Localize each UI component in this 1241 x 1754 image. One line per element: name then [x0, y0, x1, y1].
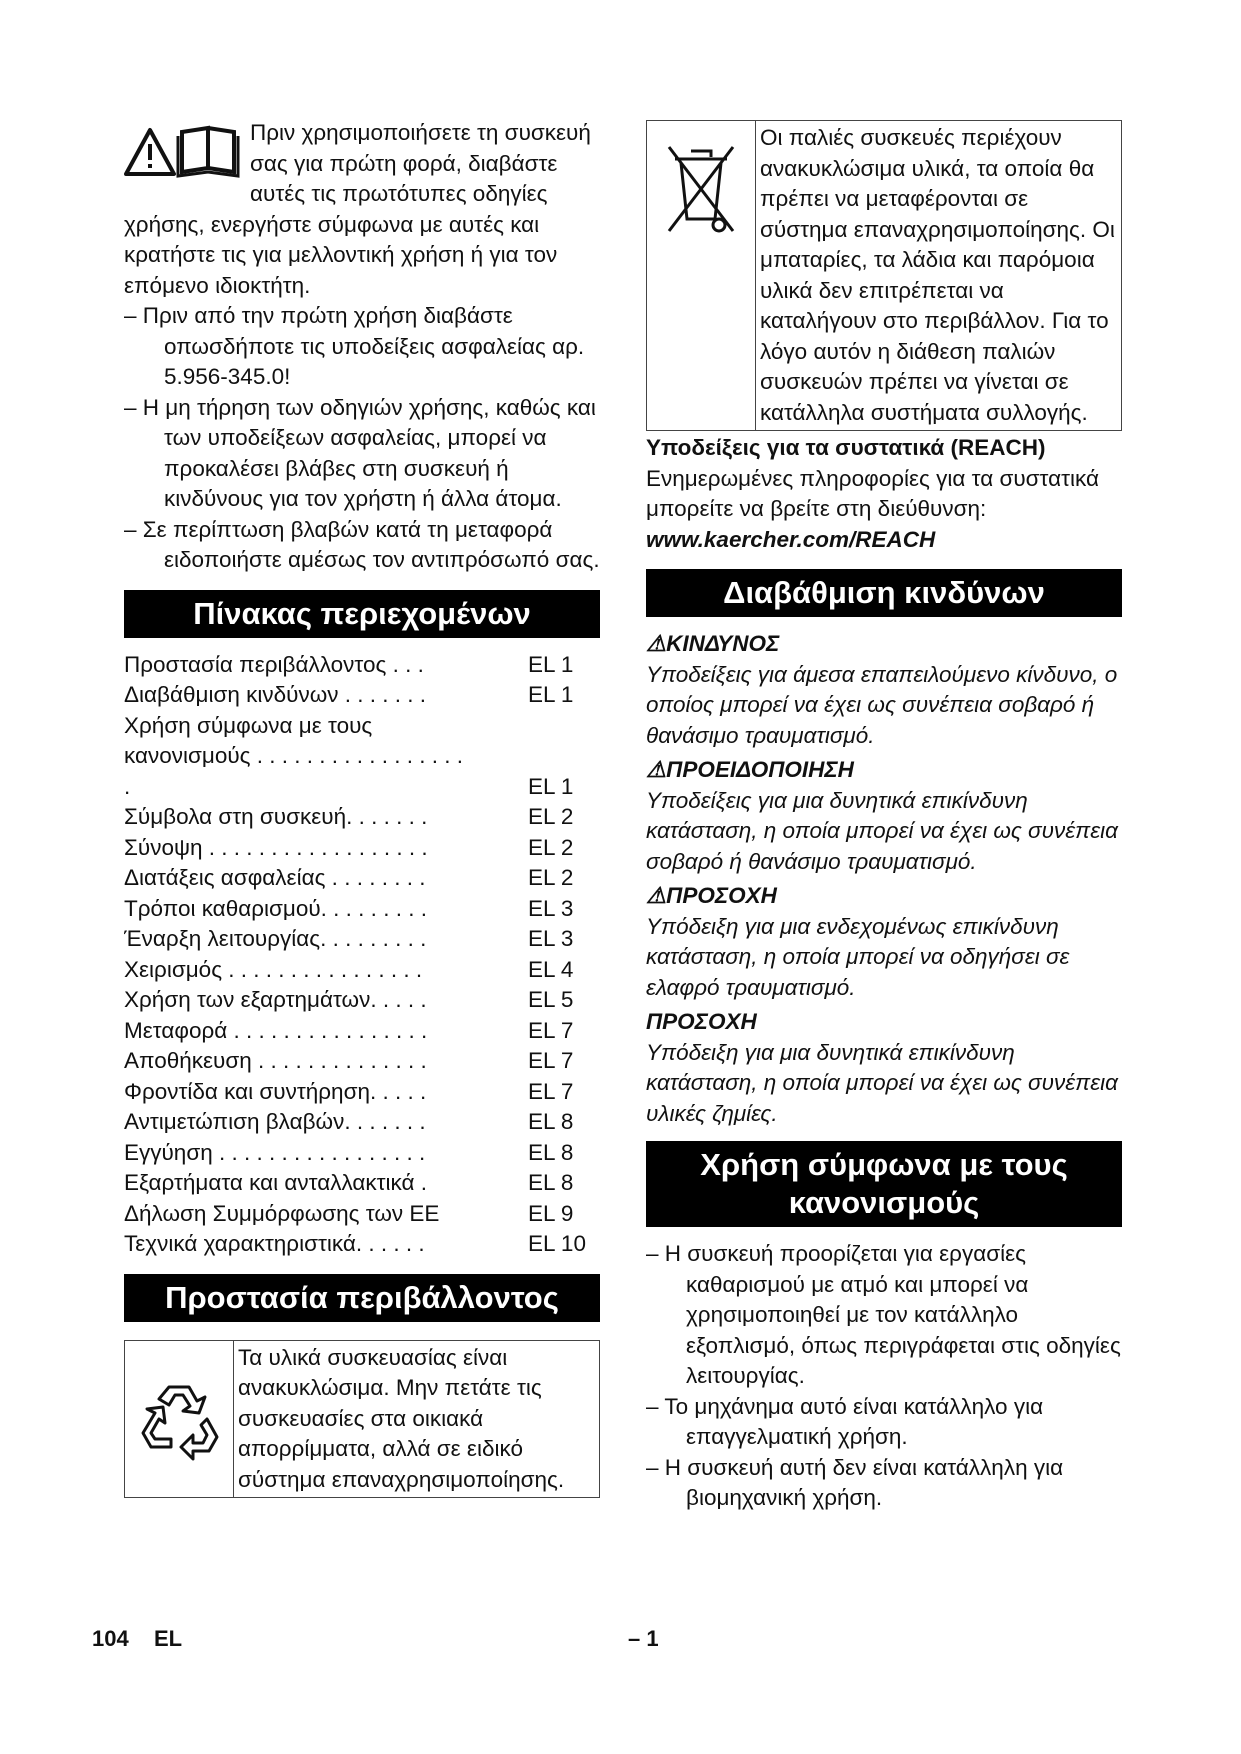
toc-item[interactable]: Εγγύηση . . . . . . . . . . . . . . . . . EL 8 [124, 1139, 574, 1165]
left-column [124, 118, 600, 1498]
disposal-box [646, 120, 1122, 431]
warning-book-icon [124, 118, 240, 180]
usage-bullet: – Το μηχάνημα αυτό είναι κατάλληλο για επαγγελματική χρήση. [646, 1393, 1044, 1449]
hazard-text: Υπόδειξη για μια δυνητικά επικίνδυνη κατάσταση, η οποία μπορεί να έχει ως συνέπεια υλικές ζημίες. [646, 1039, 1118, 1126]
bin-icon-cell [647, 121, 756, 430]
toc-item[interactable]: Χειρισμός . . . . . . . . . . . . . . . . EL 4 [124, 956, 574, 982]
toc-item[interactable]: Αντιμετώπιση βλαβών. . . . . . . EL 8 [124, 1109, 574, 1134]
warning-icon: ⚠ [646, 631, 667, 656]
toc-item[interactable]: Χρήση σύμφωνα με τους κανονισμούς . . . . . . . . . . . . . . . . . . EL 1 [124, 712, 574, 799]
reach-title: Υποδείξεις για τα συστατικά (REACH) [646, 435, 1046, 460]
hazard-levels [646, 629, 1122, 1129]
warning-triangle-icon [126, 130, 174, 174]
page-number: 104 [92, 1626, 129, 1651]
toc-item[interactable]: Προστασία περιβάλλοντος . . . EL 1 [124, 651, 574, 677]
toc-item[interactable]: Δήλωση Συμμόρφωσης των ΕΕ EL 9 [124, 1200, 574, 1226]
intro-text: Πριν χρησιμοποιήσετε τη συσκευή σας για πρώτη φορά, διαβάστε αυτές τις πρωτότυπες οδηγίες χρήσης, ενεργήστε σύμφωνα με αυτές και κρατήστε τις για μελλοντική χρήση ή για τον επόμενο ιδιοκτήτη. [124, 120, 591, 298]
hazard-label-notice: ΠΡΟΣΟΧΗ [646, 1009, 757, 1034]
toc-heading: Πίνακας περιεχομένων [124, 590, 600, 638]
intro-bullet: – Σε περίπτωση βλαβών κατά τη μεταφορά ειδοποιήστε αμέσως τον αντιπρόσωπό σας. [124, 516, 600, 572]
toc-item[interactable]: Χρήση των εξαρτημάτων. . . . . EL 5 [124, 987, 574, 1012]
usage-heading: Χρήση σύμφωνα με τους κανονισμούς [646, 1141, 1122, 1227]
reach-text: Ενημερωμένες πληροφορίες για τα συστατικά μπορείτε να βρείτε στη διεύθυνση: [646, 465, 1099, 521]
hazard-label-danger: ⚠ΚΙΝΔΥΝΟΣ [646, 631, 780, 656]
warning-icon: ⚠ [646, 757, 667, 782]
toc-item[interactable]: Μεταφορά . . . . . . . . . . . . . . . . EL 7 [124, 1017, 574, 1043]
toc-item[interactable]: Διαβάθμιση κινδύνων . . . . . . . EL 1 [124, 682, 574, 707]
toc-item[interactable]: Έναρξη λειτουργίας. . . . . . . . . EL 3 [124, 926, 574, 951]
toc-item[interactable]: Αποθήκευση . . . . . . . . . . . . . . EL 7 [124, 1048, 574, 1073]
intro-bullet: – Η μη τήρηση των οδηγιών χρήσης, καθώς και των υποδείξεων ασφαλείας, μπορεί να προκαλέσει βλάβες στη συσκευή ή κινδύνους για τον χρήστη ή άλλα άτομα. [124, 394, 596, 511]
table-of-contents [124, 650, 600, 1260]
toc-item[interactable]: Σύνοψη . . . . . . . . . . . . . . . . . . EL 2 [124, 834, 574, 860]
recycle-icon [133, 1373, 225, 1465]
toc-item[interactable]: Σύμβολα στη συσκευή. . . . . . . EL 2 [124, 804, 574, 829]
hazard-text: Υποδείξεις για μια δυνητικά επικίνδυνη κατάσταση, η οποία μπορεί να έχει ως συνέπεια σοβαρό ή θανάσιμο τραυματισμό. [646, 787, 1118, 874]
toc-item[interactable]: Διατάξεις ασφαλείας . . . . . . . . EL 2 [124, 865, 574, 890]
usage-list [646, 1239, 1122, 1514]
intro-section [124, 118, 600, 576]
hazard-heading: Διαβάθμιση κινδύνων [646, 569, 1122, 617]
toc-item[interactable]: Τεχνικά χαρακτηριστικά. . . . . . EL 10 [124, 1231, 586, 1256]
toc-item[interactable]: Τρόποι καθαρισμού. . . . . . . . . EL 3 [124, 895, 574, 921]
open-book-icon [178, 128, 238, 176]
intro-bullet: – Πριν από την πρώτη χρήση διαβάστε οπωσδήποτε τις υποδείξεις ασφαλείας αρ. 5.956-345.0! [124, 303, 585, 389]
crossed-bin-icon [661, 141, 741, 241]
reach-link[interactable]: www.kaercher.com/REACH [646, 526, 936, 552]
recycle-icon-cell [125, 1341, 234, 1498]
recycle-box [124, 1340, 600, 1499]
hazard-label-warning: ⚠ΠΡΟΕΙΔΟΠΟΙΗΣΗ [646, 757, 854, 782]
right-column [646, 118, 1122, 1514]
toc-item[interactable]: Εξαρτήματα και ανταλλακτικά . EL 8 [124, 1170, 574, 1195]
usage-bullet: – Η συσκευή προορίζεται για εργασίες καθαρισμού με ατμό και μπορεί να χρησιμοποιηθεί με τον κατάλληλο εξοπλισμό, όπως περιγράφεται στις οδηγίες λειτουργίας. [646, 1241, 1121, 1388]
recycle-text: Τα υλικά συσκευασίας είναι ανακυκλώσιμα. Μην πετάτε τις συσκευασίες στα οικιακά απορρίμματα, αλλά σε ειδικό σύστημα επαναχρησιμοποίησης. [238, 1344, 565, 1492]
language-code: EL [154, 1626, 183, 1651]
hazard-label-caution: ⚠ΠΡΟΣΟΧΗ [646, 883, 777, 908]
toc-item[interactable]: Φροντίδα και συντήρηση. . . . . EL 7 [124, 1078, 574, 1104]
disposal-text: Οι παλιές συσκευές περιέχουν ανακυκλώσιμα υλικά, τα οποία θα πρέπει να μεταφέρονται σε σύστημα επαναχρησιμοποίησης. Οι μπαταρίες, τα λάδια και παρόμοια υλικά δεν επιτρέπεται να καταλήγουν στο περιβάλλον. Για το λόγο αυτόν η διάθεση παλιών συσκευών πρέπει να γίνεται σε κατάλληλα συστήματα συλλογής. [760, 125, 1115, 425]
hazard-text: Υπόδειξη για μια ενδεχομένως επικίνδυνη κατάσταση, η οποία μπορεί να οδηγήσει σε ελαφρό τραυματισμό. [646, 913, 1070, 1000]
hazard-text: Υποδείξεις για άμεσα επαπειλούμενο κίνδυνο, ο οποίος μπορεί να έχει ως συνέπεια σοβαρό ή θανάσιμο τραυματισμό. [646, 661, 1118, 748]
usage-bullet: – Η συσκευή αυτή δεν είναι κατάλληλη για βιομηχανική χρήση. [646, 1454, 1064, 1510]
section-page: – 1 [628, 1626, 659, 1651]
environment-heading: Προστασία περιβάλλοντος [124, 1274, 600, 1322]
warning-icon: ⚠ [646, 883, 667, 908]
